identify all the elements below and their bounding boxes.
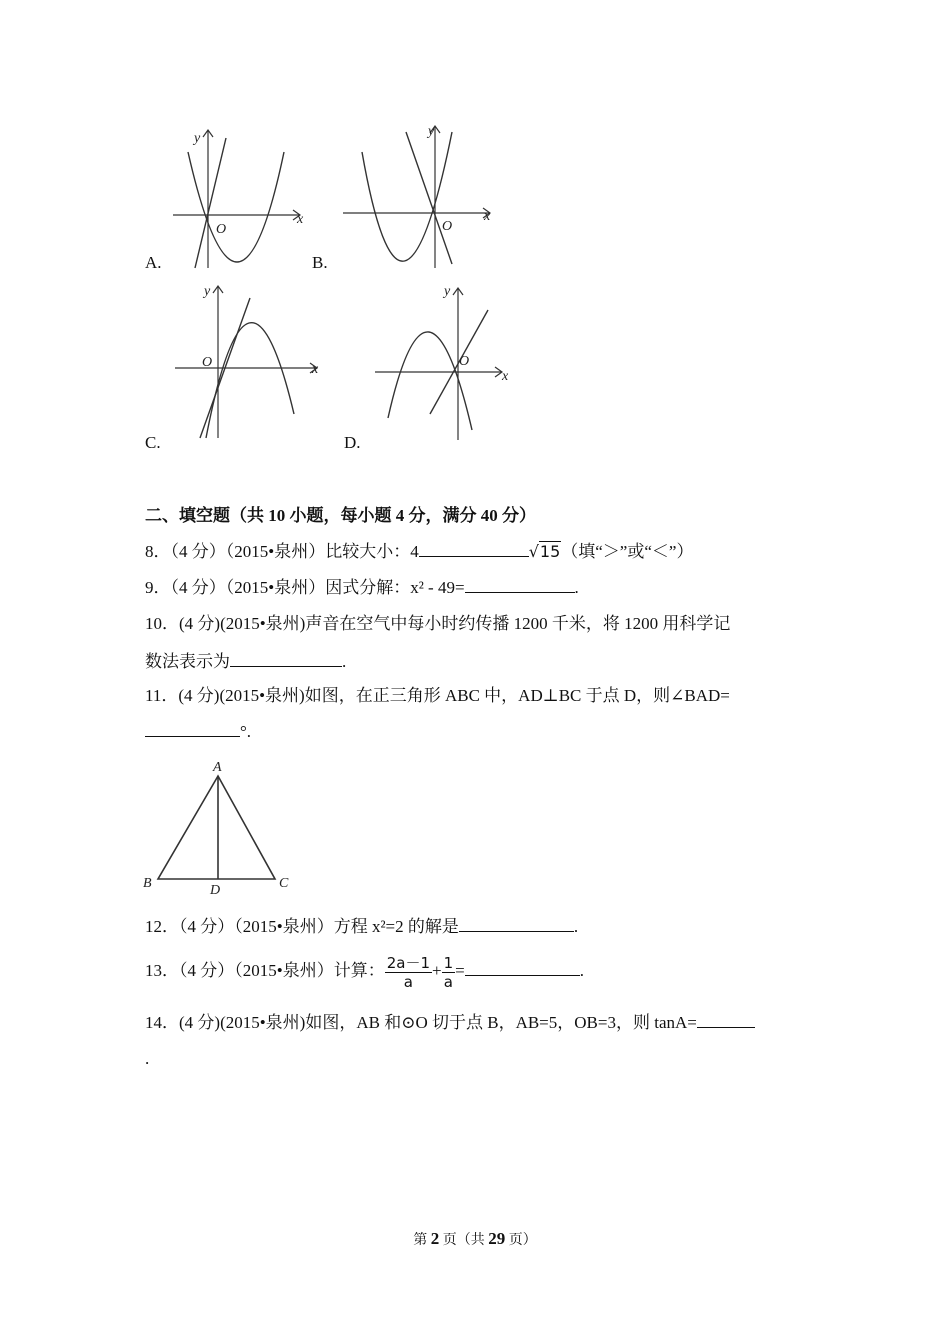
question-11-line2 <box>145 720 251 743</box>
q13-fraction-1: $\frac{2a-1}{a}$ <box>386 953 430 991</box>
q13-end: . <box>579 961 584 980</box>
graph-c-x-label: x <box>312 362 319 377</box>
question-14-line2: . <box>145 1049 150 1068</box>
q13-answer-blank[interactable] <box>465 959 580 976</box>
footer-page-number: 2 <box>430 1229 440 1248</box>
graph-a-y-label: y <box>194 131 201 146</box>
question-11-line1: 11．(4 分)(2015•泉州)如图，在正三角形 ABC 中，AD⊥BC 于点 D，则∠BAD= <box>145 686 730 705</box>
q13-plus: + <box>431 961 442 980</box>
question-10-line1: 10．(4 分)(2015•泉州)声音在空气中每小时约传播 1200 千米，将 1200 用科学记 <box>145 614 731 633</box>
graph-a-x-label: x <box>297 212 304 227</box>
graph-option-d <box>372 280 522 442</box>
option-c-label: C. <box>145 433 161 452</box>
graph-d-origin-label: O <box>459 354 470 369</box>
q12-text: 12．（4 分）（2015•泉州）方程 x²=2 的解是 <box>145 917 459 936</box>
question-9 <box>145 576 579 599</box>
graph-d-y-label: y <box>444 284 451 299</box>
footer-total-pages: 29 <box>488 1229 506 1248</box>
triangle-label-d: D <box>210 883 221 898</box>
option-a-label: A. <box>145 253 162 272</box>
graph-d-x-label: x <box>502 369 509 384</box>
q12-end: . <box>573 917 579 936</box>
q9-end: . <box>574 578 579 597</box>
question-10-line2 <box>145 650 346 673</box>
triangle-label-a: A <box>213 760 222 775</box>
q8-suffix: （填“＞”或“＜”） <box>561 542 694 561</box>
q8-answer-blank[interactable] <box>419 540 529 557</box>
q14-text: 14．(4 分)(2015•泉州)如图，AB 和⊙O 切于点 B，AB=5，OB=3，则 tanA= <box>145 1013 697 1032</box>
q10-text: 数法表示为 <box>145 652 230 671</box>
footer-post: 页） <box>508 1233 537 1248</box>
page-footer <box>0 1229 950 1249</box>
q9-answer-blank[interactable] <box>465 576 575 593</box>
question-8 <box>145 540 693 563</box>
graph-option-c <box>172 280 332 442</box>
triangle-label-c: C <box>279 876 289 891</box>
graph-b-x-label: x <box>484 209 491 224</box>
graph-option-b <box>340 118 500 270</box>
q13-equals: = <box>455 961 465 980</box>
graph-c-y-label: y <box>204 284 211 299</box>
q9-text: 9．（4 分）（2015•泉州）因式分解：x² - 49= <box>145 578 465 597</box>
q12-answer-blank[interactable] <box>459 915 574 932</box>
graph-option-a <box>168 122 313 272</box>
question-13 <box>145 951 584 991</box>
question-12 <box>145 915 578 938</box>
option-b-label: B. <box>312 253 328 272</box>
footer-pre: 第 <box>413 1233 428 1248</box>
footer-mid: 页（共 <box>442 1233 485 1248</box>
q13-text: 13．（4 分）（2015•泉州）计算： <box>145 961 385 980</box>
graph-b-y-label: y <box>428 124 435 139</box>
q11-end: °. <box>240 722 252 741</box>
q10-answer-blank[interactable] <box>230 650 342 667</box>
q11-answer-blank[interactable] <box>145 720 240 737</box>
q8-prefix: 8．（4 分）（2015•泉州）比较大小：4 <box>145 542 419 561</box>
q10-end: . <box>342 652 347 671</box>
graph-c-origin-label: O <box>202 355 213 370</box>
triangle-label-b: B <box>143 876 152 891</box>
q14-answer-blank[interactable] <box>697 1011 755 1028</box>
section-title: 二、填空题（共 10 小题，每小题 4 分，满分 40 分） <box>145 506 536 525</box>
q8-sqrt: √15 <box>528 542 561 561</box>
graph-a-origin-label: O <box>216 222 227 237</box>
graph-b-origin-label: O <box>442 219 453 234</box>
triangle-figure <box>140 756 300 898</box>
question-14-line1 <box>145 1011 755 1034</box>
option-d-label: D. <box>344 433 361 452</box>
q13-fraction-2: $\frac{1}{a}$ <box>443 953 454 991</box>
